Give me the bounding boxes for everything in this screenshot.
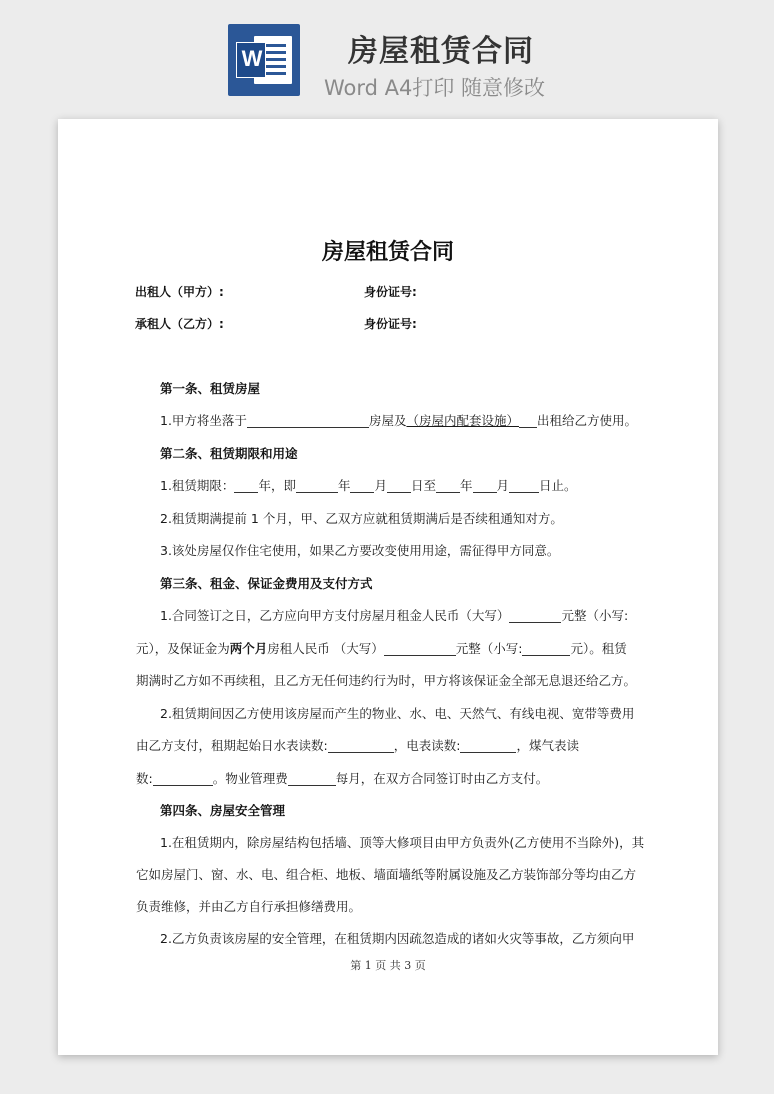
banner-subtitle: Word A4打印 随意修改 xyxy=(324,76,546,100)
article-3-line-5: 由乙方支付，租期起始日水表读数: ，电表读数: ，煤气表读 xyxy=(136,738,579,753)
article-3-line-2: 元），及保证金为两个月房租人民币 （大写） 元整（小写: 元）。租赁 xyxy=(136,641,627,656)
banner-title: 房屋租赁合同 xyxy=(348,34,534,69)
header-banner xyxy=(0,0,774,112)
article-4-line-3: 负责维修，并由乙方自行承担修缮费用。 xyxy=(136,899,362,914)
article-1-heading: 第一条、租赁房屋 xyxy=(160,381,261,396)
article-4-line-2: 它如房屋门、窗、水、电、组合柜、地板、墙面墙纸等附属设施及乙方装饰部分等均由乙方 xyxy=(136,867,637,882)
article-2-clause-2: 2.租赁期满提前 1 个月，甲、乙双方应就租赁期满后是否续租通知对方。 xyxy=(160,511,563,526)
article-4-line-1: 1.在租赁期内，除房屋结构包括墙、顶等大修项目由甲方负责外(乙方使用不当除外)，其 xyxy=(160,835,645,850)
lessor-label: 出租人（甲方）: xyxy=(135,285,224,299)
page-footer: 第 1 页 共 3 页 xyxy=(350,959,426,972)
article-2-clause-1: 1.租赁期限： 年，即 年 月 日至 年 月 日止。 xyxy=(160,478,577,493)
article-3-line-6: 数: 。物业管理费 每月，在双方合同签订时由乙方支付。 xyxy=(136,771,549,786)
article-2-clause-3: 3.该处房屋仅作住宅使用，如果乙方要改变使用用途，需征得甲方同意。 xyxy=(160,543,560,558)
lessee-id-label: 身份证号: xyxy=(364,317,417,331)
lessee-label: 承租人（乙方）: xyxy=(135,317,224,331)
lessor-id-label: 身份证号: xyxy=(364,285,417,299)
word-logo-icon xyxy=(228,24,300,96)
document-title: 房屋租赁合同 xyxy=(321,240,454,265)
article-4-heading: 第四条、房屋安全管理 xyxy=(160,803,286,818)
article-3-line-3: 期满时乙方如不再续租，且乙方无任何违约行为时，甲方将该保证金全部无息退还给乙方。 xyxy=(136,673,637,688)
word-letter-plate xyxy=(236,42,266,78)
article-3-line-4: 2.租赁期间因乙方使用该房屋而产生的物业、水、电、天然气、有线电视、宽带等费用 xyxy=(160,706,635,721)
article-4-line-4: 2.乙方负责该房屋的安全管理，在租赁期内因疏忽造成的诸如火灾等事故，乙方须向甲 xyxy=(160,931,635,946)
word-letter: W xyxy=(241,46,263,71)
article-2-heading: 第二条、租赁期限和用途 xyxy=(160,446,298,461)
article-3-line-1: 1.合同签订之日，乙方应向甲方支付房屋月租金人民币（大写） 元整（小写: xyxy=(160,608,629,623)
article-1-clause-1: 1.甲方将坐落于 房屋及（房屋内配套设施） 出租给乙方使用。 xyxy=(160,413,637,428)
article-3-heading: 第三条、租金、保证金费用及支付方式 xyxy=(160,576,373,591)
document-page xyxy=(58,119,718,1055)
